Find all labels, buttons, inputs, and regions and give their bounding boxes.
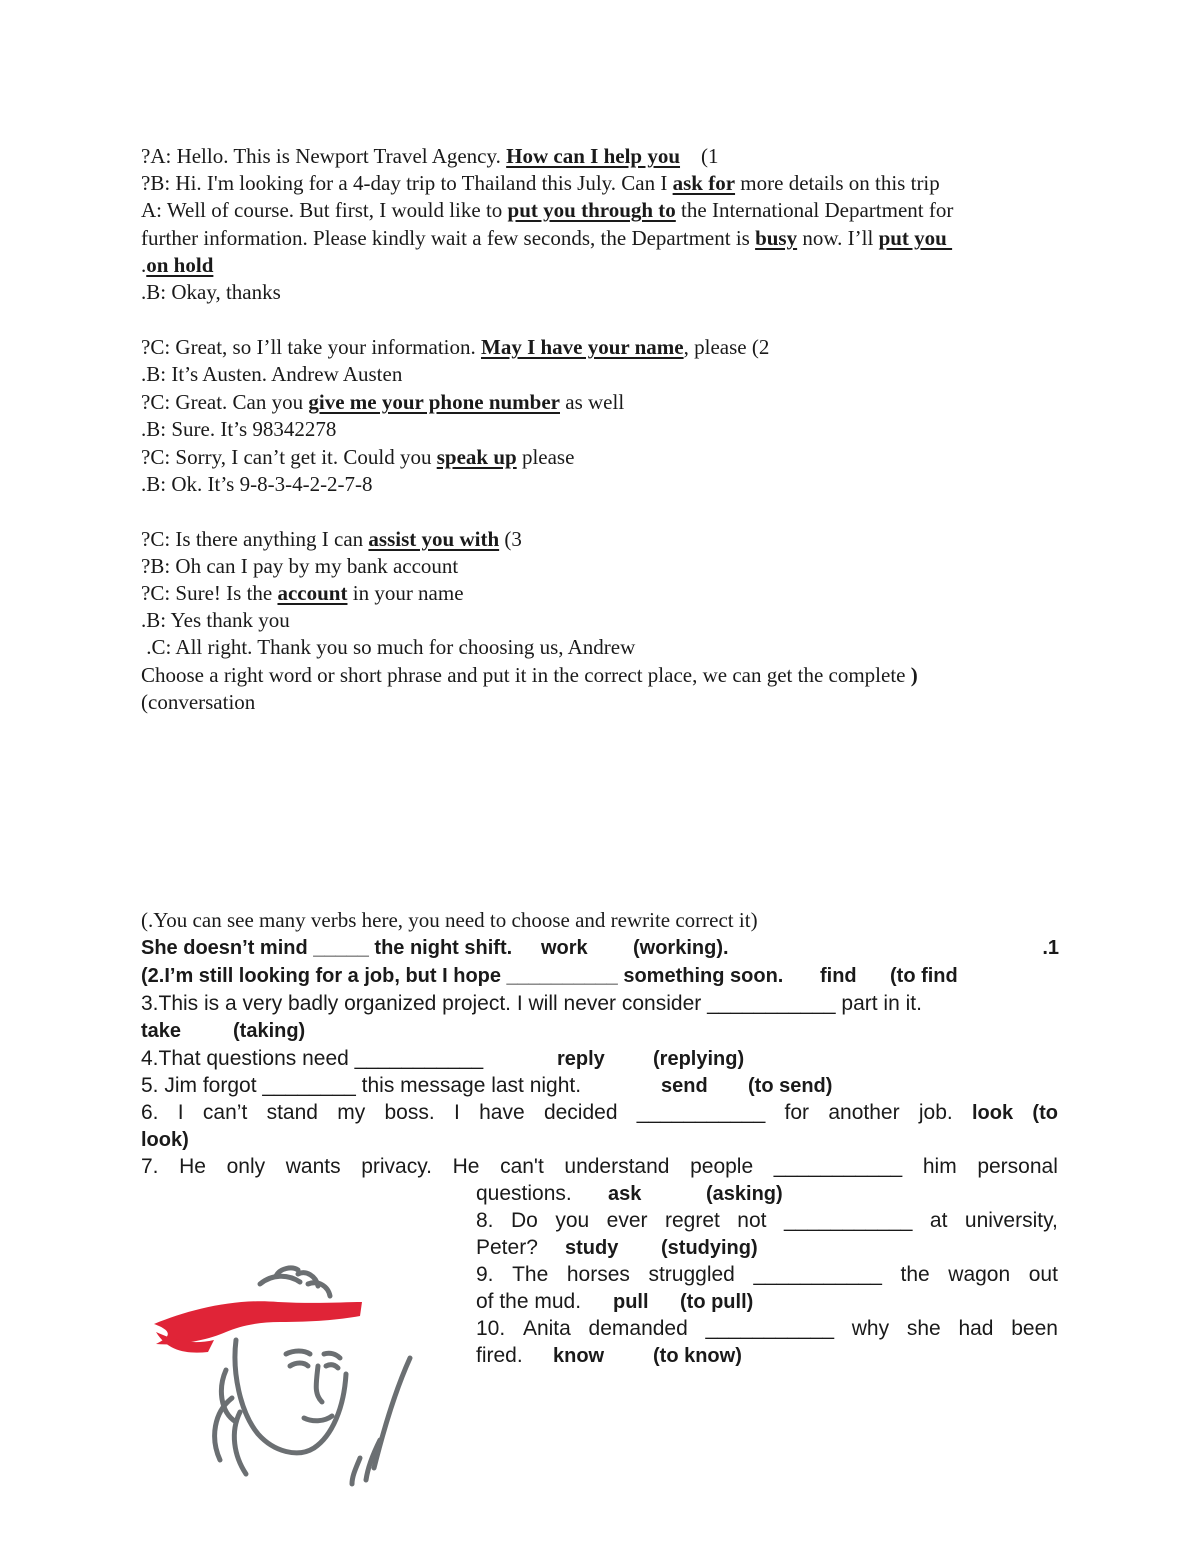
dialogue-line-7 [141,334,769,360]
question-7-line-2 [476,1181,783,1207]
dialogue-line-5 [141,252,213,278]
answer: ask for [672,171,736,195]
question-7-line-1 [141,1154,1058,1180]
word: Anita [522,1317,571,1340]
dialogue-line-8: .B: It’s Austen. Andrew Austen [141,362,403,386]
answer: put you through to [507,198,676,222]
word: He [179,1155,206,1178]
word: of the mud. [476,1290,582,1313]
word: stand [266,1101,318,1124]
word: ever [606,1209,648,1232]
word: the [900,1263,930,1286]
text: as well [560,390,625,414]
dialogue-line-16: .B: Yes thank you [141,608,290,632]
text: ?C: Is there anything I can [141,527,369,551]
verb-form: (asking) [706,1183,783,1205]
verb: pull [613,1291,649,1313]
word: been [1011,1317,1058,1340]
word: why [851,1317,890,1340]
word: you [555,1209,590,1232]
text: the International Department for [675,198,954,222]
question-text: (2.I’m still looking for a job, but I hope __________ something soon. [141,965,784,987]
word: Peter? [476,1236,538,1259]
question-10-line-2 [476,1343,742,1369]
verb-form: (taking) [233,1020,306,1042]
word: 8. [476,1209,494,1232]
word: Do [510,1209,538,1232]
word: horses [566,1263,630,1286]
verb: send [661,1075,708,1097]
blank: ___________ [705,1317,835,1340]
text: ) [910,663,918,687]
instruction-line-1 [141,662,918,688]
word: The [512,1263,549,1286]
text: , please (2 [683,335,770,359]
dialogue-line-17: .C: All right. Thank you so much for choosing us, Andrew [141,635,636,659]
dialogue-line-11 [141,444,574,470]
word: can't [500,1155,544,1178]
text: ?B: Hi. I'm looking for a 4-day trip to Thailand this July. Can I [141,171,673,195]
answer: busy [755,226,798,250]
text: . [141,253,147,277]
dialogue-line-4 [141,225,952,251]
word: wants [285,1155,341,1178]
word: questions. [476,1182,572,1205]
word: job. [918,1101,953,1124]
blank: ___________ [636,1101,766,1124]
word: I [177,1101,184,1124]
word: she [906,1317,941,1340]
verb-form: (to send) [748,1075,833,1097]
word: He [452,1155,480,1178]
dialogue-line-10: .B: Sure. It’s 98342278 [141,417,337,441]
text: ?C: Great. Can you [141,390,309,414]
question-2 [141,963,958,989]
blank: ___________ [783,1209,913,1232]
word: out [1028,1263,1058,1286]
question-5 [141,1073,833,1099]
text: more details on this trip [735,171,940,195]
verb-form: (to know) [653,1345,742,1367]
word: understand [564,1155,670,1178]
exercise-intro: (.You can see many verbs here, you need to choose and rewrite correct it) [141,908,758,932]
question-4 [141,1046,745,1072]
question-text: She doesn’t mind _____ the night shift. [141,937,513,959]
answer: assist you with [368,527,500,551]
text: ?A: Hello. This is Newport Travel Agency. [141,144,507,168]
verb: look [972,1102,1014,1124]
text: further information. Please kindly wait a few seconds, the Department is [141,226,756,250]
verb: take [141,1020,182,1042]
question-6-line-1 [141,1100,1058,1126]
word: at [929,1209,948,1232]
question-9-line-1 [476,1262,1058,1288]
verb: work [541,937,588,959]
verb: find [820,965,857,987]
word: 10. [476,1317,506,1340]
blank: ___________ [753,1263,882,1286]
dialogue-line-14: ?B: Oh can I pay by my bank account [141,554,459,578]
verb-form: (studying) [661,1237,758,1259]
verb: know [553,1345,605,1367]
word: 7. [141,1155,159,1178]
word: him [922,1155,957,1178]
question-text: 4.That questions need ___________ [141,1047,484,1070]
verb-form: (to [1032,1102,1058,1124]
text: ?C: Great, so I’ll take your information. [141,335,481,359]
word: 6. [141,1101,159,1124]
word: only [226,1155,266,1178]
question-6-line-2: look) [141,1129,189,1151]
word: not [737,1209,767,1232]
word: my [337,1101,366,1124]
question-9-line-2 [476,1289,754,1315]
instruction-line-2: (conversation [141,690,256,714]
answer: put you [878,226,953,250]
word: had [958,1317,994,1340]
question-1 [141,935,1059,961]
question-10-line-1 [476,1316,1058,1342]
word: for [784,1101,810,1124]
dialogue-line-15 [141,580,464,606]
word: another [828,1101,900,1124]
verb: reply [557,1048,605,1070]
text: Choose a right word or short phrase and put it in the correct place, we can get the complete [141,663,911,687]
answer: How can I help you [506,144,681,168]
question-3-answers [141,1018,306,1044]
word: university, [964,1209,1058,1232]
word: privacy. [361,1155,432,1178]
text: (1 [680,144,719,168]
word: wagon [948,1263,1011,1286]
question-8-line-2 [476,1235,758,1261]
question-8-line-1 [476,1208,1058,1234]
text: now. I’ll [797,226,879,250]
verb: study [565,1237,619,1259]
answer: May I have your name [481,335,684,359]
answer: on hold [146,253,214,277]
word: demanded [588,1317,688,1340]
text: ?C: Sure! Is the [141,581,278,605]
text: ?C: Sorry, I can’t get it. Could you [141,445,437,469]
verb-form: (working). [633,937,729,959]
text: please [516,445,575,469]
verb-form: (to find [890,965,958,987]
word: have [479,1101,525,1124]
question-3-text: 3.This is a very badly organized project. I will never consider ___________ part in it. [141,992,922,1015]
word: people [690,1155,754,1178]
word: decided [543,1101,618,1124]
logo-icon [148,1262,430,1492]
verb-form: (to pull) [680,1291,754,1313]
word: personal [977,1155,1058,1178]
question-number: .1 [1042,937,1059,959]
answer: give me your phone number [308,390,560,414]
text: (3 [499,527,522,551]
word: boss. [384,1101,435,1124]
dialogue-line-6: .B: Okay, thanks [141,280,281,304]
word: regret [664,1209,720,1232]
dialogue-line-1 [141,143,719,169]
word: can’t [202,1101,248,1124]
dialogue-line-13 [141,526,522,552]
answer: account [277,581,348,605]
question-text: 5. Jim forgot ________ this message last night. [141,1074,582,1097]
dialogue-line-3 [141,197,953,223]
word: I [453,1101,460,1124]
blank: ___________ [773,1155,903,1178]
dialogue-line-12: .B: Ok. It’s 9-8-3-4-2-2-7-8 [141,472,373,496]
word: fired. [476,1344,523,1367]
word: 9. [476,1263,494,1286]
answer: speak up [436,445,517,469]
text: A: Well of course. But first, I would like to [141,198,508,222]
dialogue-line-9 [141,389,624,415]
verb-form: (replying) [653,1048,745,1070]
verb: ask [608,1183,642,1205]
word: struggled [648,1263,735,1286]
dialogue-line-2 [141,170,940,196]
text: in your name [347,581,464,605]
